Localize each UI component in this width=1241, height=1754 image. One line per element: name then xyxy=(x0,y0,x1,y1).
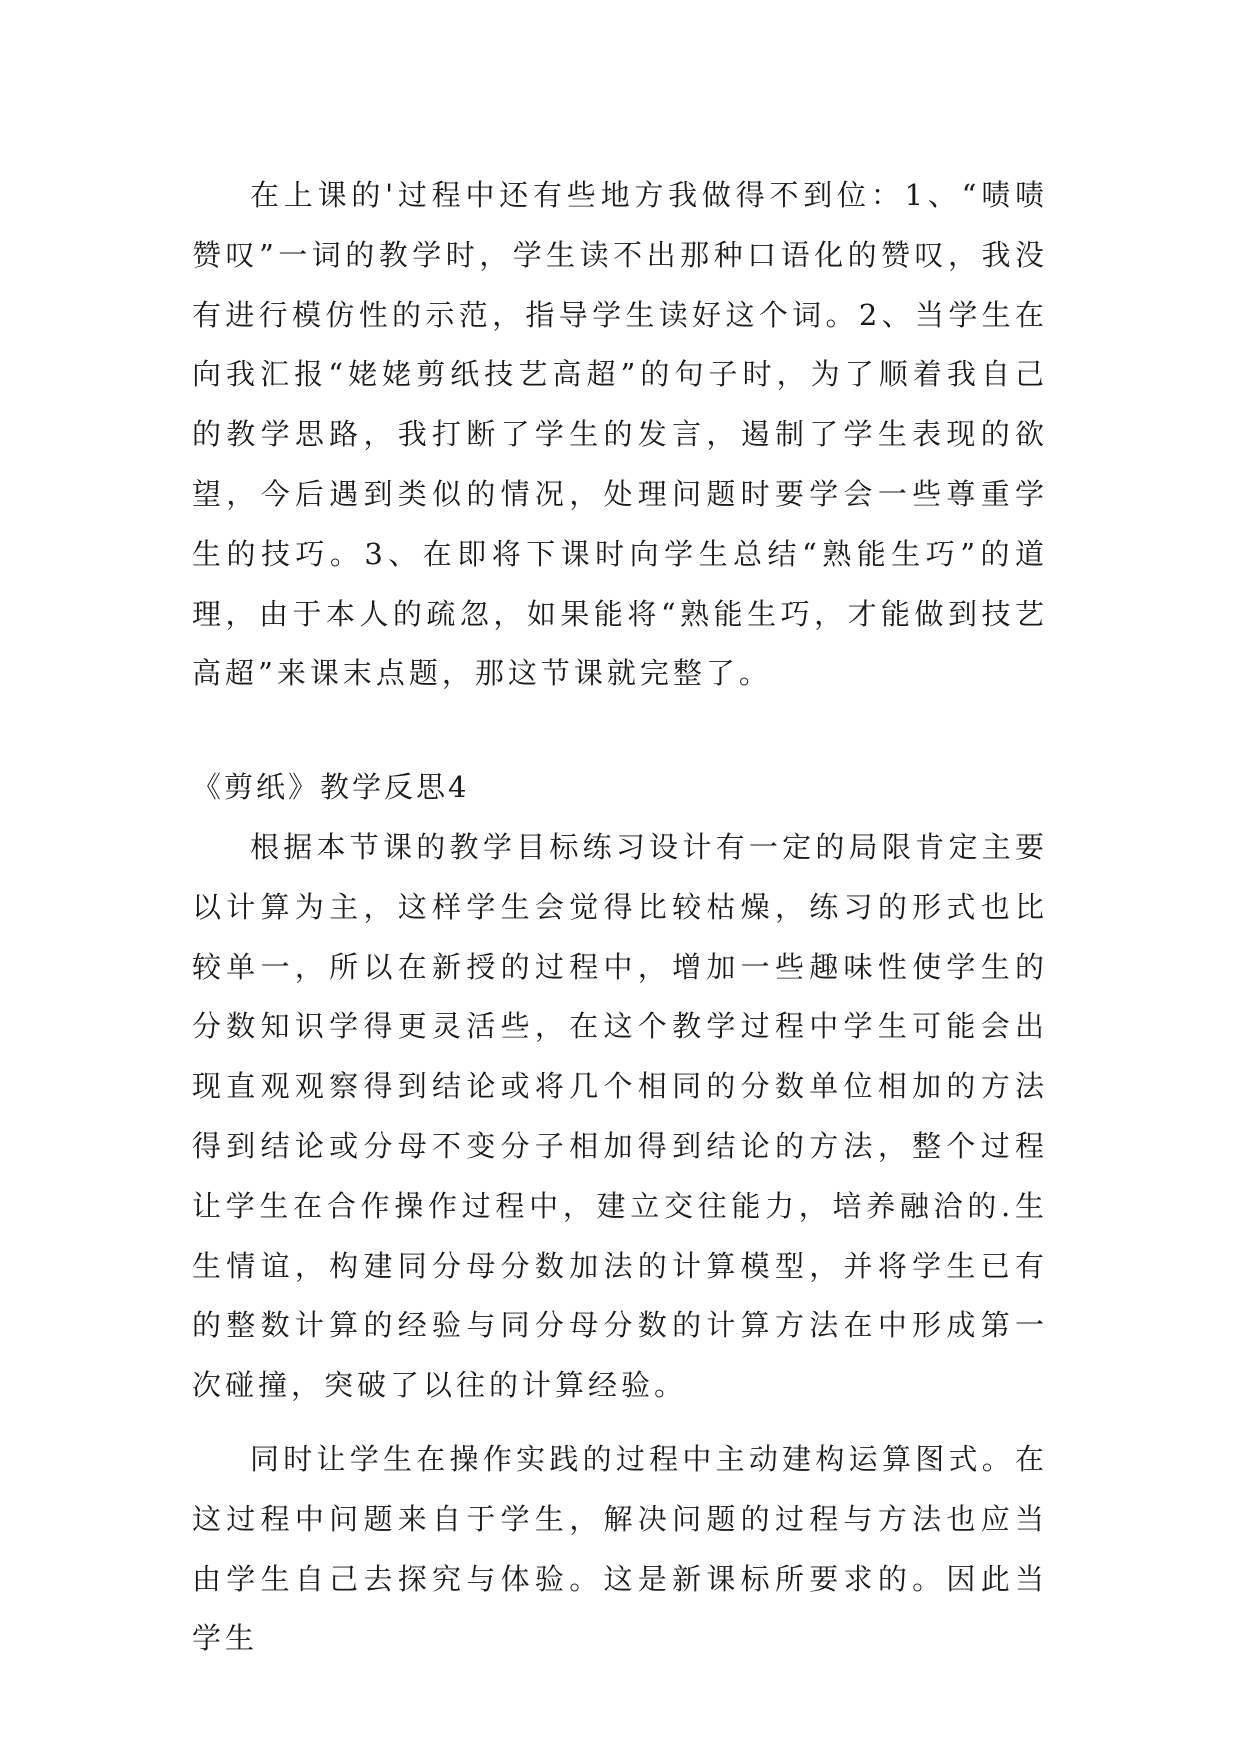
paragraph-reflection-4-intro: 根据本节课的教学目标练习设计有一定的局限肯定主要以计算为主，这样学生会觉得比较枯燥，练习的形式也比较单一，所以在新授的过程中，增加一些趣味性使学生的分数知识学得更灵活些，在这个教学过程中学生可能会出现直观观察得到结论或将几个相同的分数单位相加的方法得到结论或分母不变分子相加得到结论的方法，整个过程让学生在合作操作过程中，建立交往能力，培养融洽的.生生情谊，构建同分母分数加法的计算模型，并将学生已有的整数计算的经验与同分母分数的计算方法在中形成第一次碰撞，突破了以往的计算经验。 xyxy=(192,829,1048,1403)
paragraph-reflection-3-end: 在上课的'过程中还有些地方我做得不到位：1、“啧啧赞叹”一词的教学时，学生读不出那种口语化的赞叹，我没有进行模仿性的示范，指导学生读好这个词。2、当学生在向我汇报“姥姥剪纸技艺高超”的句子时，为了顺着我自己的教学思路，我打断了学生的发言，遏制了学生表现的欲望，今后遇到类似的情况，处理问题时要学会一些尊重学生的技巧。3、在即将下课时向学生总结“熟能生巧”的道理，由于本人的疏忽，如果能将“熟能生巧，才能做到技艺高超”来课末点题，那这节课就完整了。 xyxy=(192,178,1048,691)
document-page xyxy=(192,166,1048,1669)
section-title: 《剪纸》教学反思4 xyxy=(192,770,470,805)
paragraph-reflection-4-continued: 同时让学生在操作实践的过程中主动建构运算图式。在这过程中问题来自于学生，解决问题的过程与方法也应当由学生自己去探究与体验。这是新课标所要求的。因此当学生 xyxy=(192,1441,1048,1656)
